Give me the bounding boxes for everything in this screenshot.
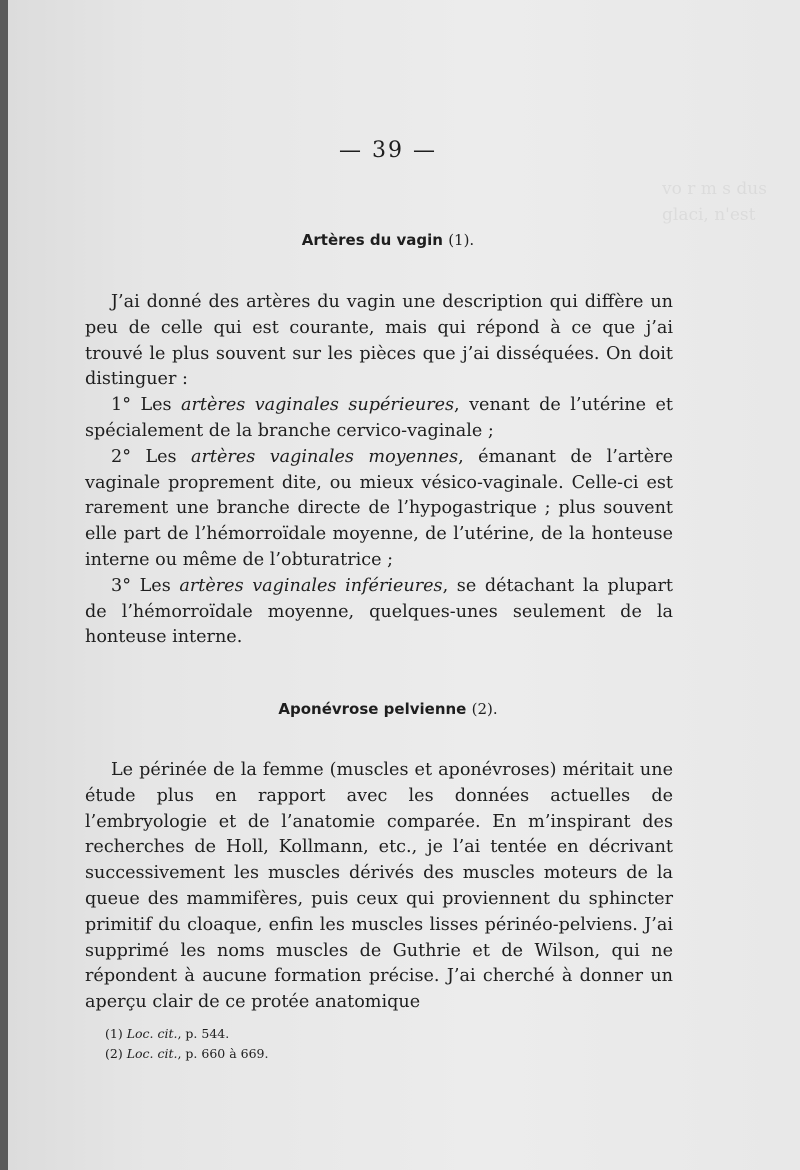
footnote-ref: (1). (448, 231, 475, 249)
bleed-through-text: vo r m s dus (662, 179, 767, 199)
list-item: 1° Les artères vaginales supérieures, venant de l’utérine et spécialement de la branche cervico-vaginale ; (85, 395, 673, 441)
footnote-2: (2) Loc. cit., p. 660 à 669. (105, 1046, 269, 1061)
paragraph: Le périnée de la femme (muscles et aponévroses) méritait une étude plus en rapport avec les données actuelles de l’embryologie et de l’anatomie comparée. En m’inspirant des recherches de Holl, Kollmann, etc., je l’ai tentée en décrivant successivement les muscles dérivés des muscles moteurs de la queue des mammifères, puis ceux qui proviennent du sphincter primitif du cloaque, enfin les muscles lisses périnéo-pelviens. J’ai supprimé les noms muscles de Guthrie et de Wilson, qui ne répondent à aucune formation précise. J’ai cherché à donner un aperçu clair de ce protée anatomique (85, 760, 673, 1013)
list-item: 2° Les artères vaginales moyennes, émanant de l’artère vaginale proprement dite, ou mieux vésico-vaginale. Celle-ci est rarement une branche directe de l’hypogastrique ; plus souvent elle part de l’hémorroïdale moyenne, de l’utérine, de la honteuse interne ou même de l’obturatrice ; (85, 446, 673, 570)
footnotes (105, 1024, 665, 1064)
paragraph: J’ai donné des artères du vagin une description qui diffère un peu de celle qui est courante, mais qui répond à ce que j’ai trouvé le plus souvent sur les pièces que j’ai disséquées. On doit distinguer : (85, 292, 673, 390)
section-title: Artères du vagin (301, 231, 443, 249)
document-page (8, 0, 800, 1170)
footnote-ref: (2). (471, 700, 498, 718)
section-body-arteries (85, 290, 673, 651)
section-title: Aponévrose pelvienne (278, 700, 467, 718)
footnote-1: (1) Loc. cit., p. 544. (105, 1026, 230, 1041)
section-heading-aponeurosis (8, 700, 768, 718)
bleed-through-text: glaci, n'est (662, 205, 756, 225)
list-item: 3° Les artères vaginales inférieures, se détachant la plupart de l’hémorroïdale moyenne, quelques-unes seulement de la honteuse interne. (85, 575, 674, 648)
page-number: — 39 — (339, 138, 437, 163)
section-heading-arteries (8, 231, 768, 249)
section-body-aponeurosis (85, 758, 673, 1016)
